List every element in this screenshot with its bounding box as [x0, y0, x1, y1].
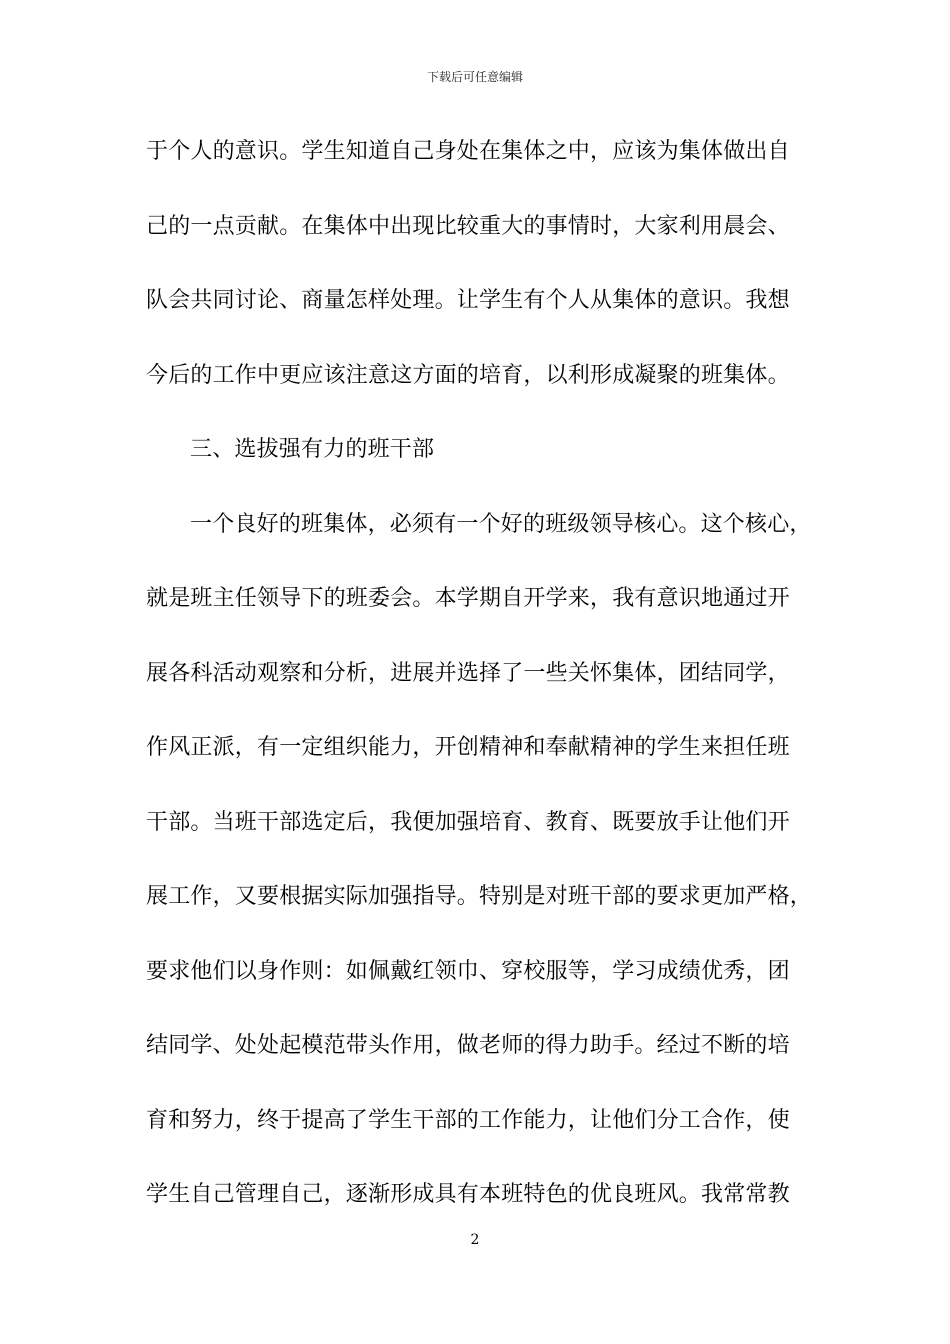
text-line: 育和努力，终于提高了学生干部的工作能力，让他们分工合作，使: [146, 1107, 790, 1133]
text-line: 结同学、处处起模范带头作用，做老师的得力助手。经过不断的培: [146, 1033, 790, 1058]
text-line: 就是班主任领导下的班委会。本学期自开学来，我有意识地通过开: [146, 586, 790, 611]
text-line: 学生自己管理自己，逐渐形成具有本班特色的优良班风。我常常教: [146, 1182, 790, 1207]
text-line: 干部。当班干部选定后，我便加强培育、教育、既要放手让他们开: [146, 809, 790, 835]
page-number: 2: [470, 1232, 480, 1248]
text-line: 于个人的意识。学生知道自己身处在集体之中，应该为集体做出自: [146, 139, 790, 164]
text-line: 展各科活动观察和分析，进展并选择了一些关怀集体，团结同学，: [146, 660, 790, 686]
text-line: 一个良好的班集体，必须有一个好的班级领导核心。这个核心，: [190, 511, 812, 537]
body-text: [146, 132, 826, 1250]
section-heading: 三、选拔强有力的班干部: [190, 437, 435, 462]
text-line: 队会共同讨论、商量怎样处理。让学生有个人从集体的意识。我想: [146, 288, 790, 313]
text-line: 要求他们以身作则：如佩戴红领巾、穿校服等，学习成绩优秀，团: [146, 958, 790, 984]
text-line: 己的一点贡献。在集体中出现比较重大的事情时，大家利用晨会、: [146, 213, 790, 239]
text-line: 今后的工作中更应该注意这方面的培育，以利形成凝聚的班集体。: [146, 362, 790, 388]
text-line: 展工作，又要根据实际加强指导。特别是对班干部的要求更加严格，: [146, 884, 813, 909]
page-header: 下载后可任意编辑: [426, 70, 523, 84]
text-line: 作风正派，有一定组织能力，开创精神和奉献精神的学生来担任班: [146, 735, 790, 760]
